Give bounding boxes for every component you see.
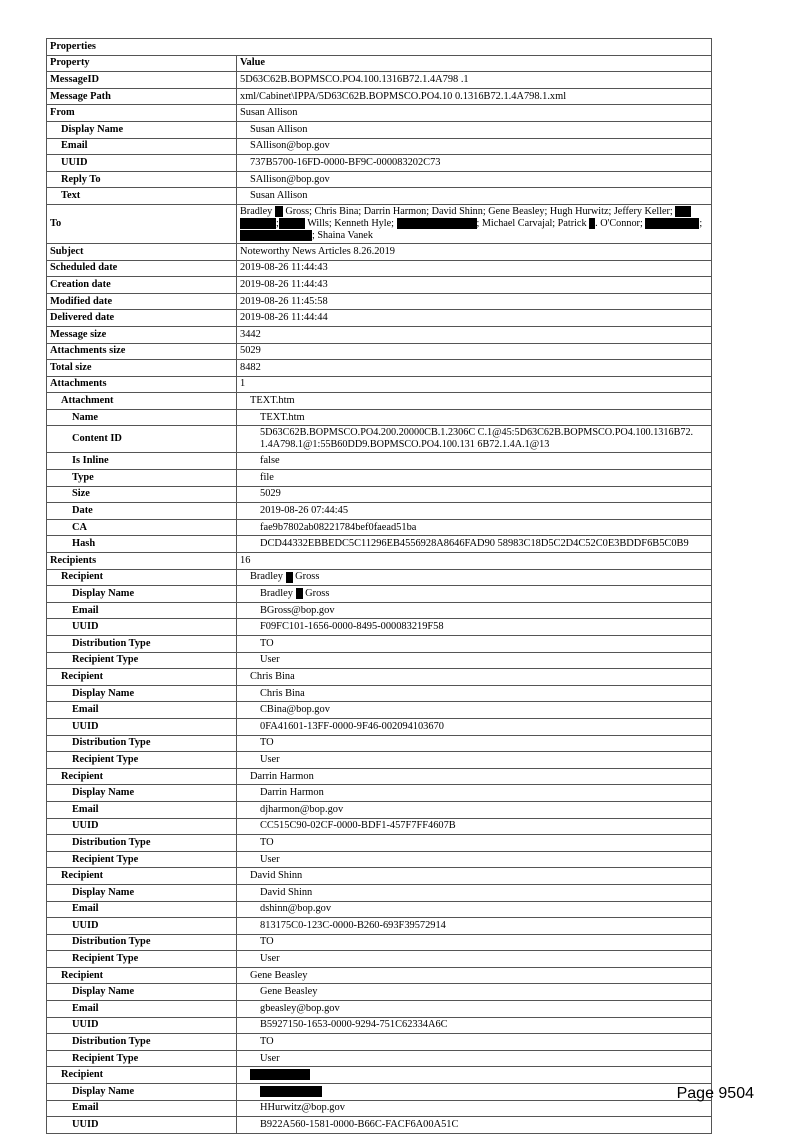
- value-cell: false: [237, 453, 712, 470]
- table-row: [47, 951, 712, 968]
- property-cell: Modified date: [47, 293, 237, 310]
- column-header-value: Value: [237, 55, 712, 72]
- redaction-bar: [279, 218, 305, 229]
- property-cell: Delivered date: [47, 310, 237, 327]
- table-row: [47, 343, 712, 360]
- property-cell: Is Inline: [47, 453, 237, 470]
- table-row: [47, 470, 712, 487]
- property-cell: Email: [47, 138, 237, 155]
- text-span: ;: [276, 217, 279, 229]
- value-cell: SAllison@bop.gov: [237, 171, 712, 188]
- table-row: [47, 188, 712, 205]
- value-cell: TO: [237, 1034, 712, 1051]
- value-cell: TEXT.htm: [237, 409, 712, 426]
- table-row: [47, 984, 712, 1001]
- property-cell: Scheduled date: [47, 260, 237, 277]
- property-cell: Name: [47, 409, 237, 426]
- value-cell: 2019-08-26 11:44:44: [237, 310, 712, 327]
- table-row: [47, 453, 712, 470]
- value-cell: file: [237, 470, 712, 487]
- value-cell: fae9b7802ab08221784bef0faead51ba: [237, 519, 712, 536]
- text-span: Gross: [295, 571, 320, 583]
- property-cell: Type: [47, 470, 237, 487]
- table-row: [47, 967, 712, 984]
- property-cell: Text: [47, 188, 237, 205]
- table-row: [47, 884, 712, 901]
- to-value-cell: [237, 204, 712, 243]
- table-row: [47, 1001, 712, 1018]
- table-row: [47, 768, 712, 785]
- value-cell: gbeasley@bop.gov: [237, 1001, 712, 1018]
- property-cell: UUID: [47, 718, 237, 735]
- text-span: Gross: [305, 588, 330, 600]
- table-row: [47, 569, 712, 586]
- property-cell: Email: [47, 702, 237, 719]
- table-row: [47, 260, 712, 277]
- table-row: [47, 868, 712, 885]
- property-cell: Email: [47, 901, 237, 918]
- property-cell: Recipient: [47, 669, 237, 686]
- table-row: [47, 702, 712, 719]
- property-cell: UUID: [47, 1017, 237, 1034]
- table-row: [47, 88, 712, 105]
- redaction-bar: [645, 218, 699, 229]
- table-row: [47, 277, 712, 294]
- table-row: [47, 393, 712, 410]
- property-cell: To: [47, 204, 237, 243]
- value-cell: HHurwitz@bop.gov: [237, 1100, 712, 1117]
- text-span: Bradley: [250, 571, 283, 583]
- table-row: [47, 243, 712, 260]
- property-cell: Display Name: [47, 785, 237, 802]
- value-cell: Darrin Harmon: [237, 785, 712, 802]
- table-title: Properties: [47, 39, 712, 56]
- text-span: . O'Connor;: [595, 217, 643, 229]
- property-cell: UUID: [47, 818, 237, 835]
- value-cell: CC515C90-02CF-0000-BDF1-457F7FF4607B: [237, 818, 712, 835]
- table-row: [47, 121, 712, 138]
- value-cell: Noteworthy News Articles 8.26.2019: [237, 243, 712, 260]
- property-cell: Hash: [47, 536, 237, 553]
- table-row: [47, 619, 712, 636]
- redaction-bar: [275, 206, 283, 217]
- content-id-row: [47, 426, 712, 453]
- to-line-3: [240, 230, 708, 242]
- table-row: [47, 669, 712, 686]
- value-cell: Gene Beasley: [237, 984, 712, 1001]
- redaction-bar: [240, 230, 312, 241]
- value-cell: User: [237, 752, 712, 769]
- value-cell: B922A560-1581-0000-B66C-FACF6A00A51C: [237, 1117, 712, 1134]
- property-cell: From: [47, 105, 237, 122]
- value-cell: CBina@bop.gov: [237, 702, 712, 719]
- value-cell: TO: [237, 934, 712, 951]
- value-cell: [237, 569, 712, 586]
- value-cell: 5029: [237, 486, 712, 503]
- table-row: [47, 72, 712, 89]
- value-cell: User: [237, 951, 712, 968]
- property-cell: Email: [47, 801, 237, 818]
- content-id-value: [237, 426, 712, 453]
- property-cell: Recipient Type: [47, 951, 237, 968]
- property-cell: Message size: [47, 326, 237, 343]
- redaction-bar: [397, 218, 477, 229]
- value-cell: 8482: [237, 360, 712, 377]
- property-cell: Recipients: [47, 553, 237, 570]
- table-row: [47, 1067, 712, 1084]
- table-row: [47, 652, 712, 669]
- value-cell: 813175C0-123C-0000-B260-693F39572914: [237, 918, 712, 935]
- property-cell: Distribution Type: [47, 1034, 237, 1051]
- property-cell: Recipient: [47, 768, 237, 785]
- property-cell: Distribution Type: [47, 835, 237, 852]
- table-row: [47, 835, 712, 852]
- property-cell: UUID: [47, 155, 237, 172]
- to-row: [47, 204, 712, 243]
- table-row: [47, 1050, 712, 1067]
- text-span: ;: [699, 217, 703, 229]
- text-span: ; Michael Carvajal; Patrick: [476, 217, 587, 229]
- value-cell: David Shinn: [237, 884, 712, 901]
- property-cell: Distribution Type: [47, 735, 237, 752]
- value-cell: djharmon@bop.gov: [237, 801, 712, 818]
- table-row: [47, 519, 712, 536]
- value-cell: TO: [237, 835, 712, 852]
- property-cell: UUID: [47, 1117, 237, 1134]
- value-cell: Gene Beasley: [237, 967, 712, 984]
- value-cell: [237, 1084, 712, 1101]
- table-row: [47, 1100, 712, 1117]
- property-cell: Size: [47, 486, 237, 503]
- value-cell: User: [237, 652, 712, 669]
- content-id-line-1: 5D63C62B.BOPMSCO.PO4.200.20000CB.1.2306C C.1@45:5D63C62B.BOPMSCO.PO4.100.1316B72.: [260, 427, 694, 439]
- property-cell: Display Name: [47, 685, 237, 702]
- table-row: [47, 138, 712, 155]
- value-cell: 1: [237, 376, 712, 393]
- table-row: [47, 310, 712, 327]
- value-cell: Susan Allison: [237, 121, 712, 138]
- table-row: [47, 486, 712, 503]
- table-row: [47, 1034, 712, 1051]
- property-cell: Display Name: [47, 884, 237, 901]
- property-cell: Reply To: [47, 171, 237, 188]
- property-cell: Recipient Type: [47, 1050, 237, 1067]
- table-row: [47, 326, 712, 343]
- property-cell: Recipient: [47, 967, 237, 984]
- property-cell: MessageID: [47, 72, 237, 89]
- property-cell: Display Name: [47, 984, 237, 1001]
- table-row: [47, 376, 712, 393]
- property-cell: Message Path: [47, 88, 237, 105]
- property-cell: Email: [47, 602, 237, 619]
- table-row: [47, 503, 712, 520]
- table-row: [47, 602, 712, 619]
- column-header-property: Property: [47, 55, 237, 72]
- value-cell: Chris Bina: [237, 685, 712, 702]
- table-row: [47, 409, 712, 426]
- property-cell: CA: [47, 519, 237, 536]
- redaction-bar: [250, 1069, 310, 1080]
- property-cell: Attachment: [47, 393, 237, 410]
- redaction-bar: [286, 572, 293, 583]
- to-line-1: [240, 206, 708, 218]
- table-row: [47, 105, 712, 122]
- table-row: [47, 360, 712, 377]
- property-cell: Recipient Type: [47, 652, 237, 669]
- property-cell: Display Name: [47, 586, 237, 603]
- page-number: Page 9504: [676, 1085, 754, 1102]
- value-cell: dshinn@bop.gov: [237, 901, 712, 918]
- value-cell: [237, 586, 712, 603]
- table-header-row: [47, 55, 712, 72]
- property-cell: UUID: [47, 619, 237, 636]
- value-cell: F09FC101-1656-0000-8495-000083219F58: [237, 619, 712, 636]
- value-cell: Susan Allison: [237, 105, 712, 122]
- table-row: [47, 934, 712, 951]
- table-row: [47, 1084, 712, 1101]
- value-cell: TO: [237, 636, 712, 653]
- table-row: [47, 1117, 712, 1134]
- table-row: [47, 293, 712, 310]
- text-span: Bradley: [240, 205, 273, 217]
- property-cell: Recipient Type: [47, 752, 237, 769]
- value-cell: BGross@bop.gov: [237, 602, 712, 619]
- value-cell: Chris Bina: [237, 669, 712, 686]
- redaction-bar: [240, 218, 276, 229]
- table-row: [47, 785, 712, 802]
- table-title-row: [47, 39, 712, 56]
- table-row: [47, 801, 712, 818]
- table-row: [47, 818, 712, 835]
- property-cell: Email: [47, 1001, 237, 1018]
- redaction-bar: [296, 588, 303, 599]
- value-cell: 0FA41601-13FF-0000-9F46-002094103670: [237, 718, 712, 735]
- value-cell: User: [237, 1050, 712, 1067]
- value-cell: 2019-08-26 11:44:43: [237, 260, 712, 277]
- table-row: [47, 155, 712, 172]
- value-cell: Susan Allison: [237, 188, 712, 205]
- value-cell: 2019-08-26 11:45:58: [237, 293, 712, 310]
- value-cell: 2019-08-26 07:44:45: [237, 503, 712, 520]
- property-cell: Email: [47, 1100, 237, 1117]
- table-row: [47, 553, 712, 570]
- table-row: [47, 735, 712, 752]
- value-cell: B5927150-1653-0000-9294-751C62334A6C: [237, 1017, 712, 1034]
- table-row: [47, 171, 712, 188]
- table-row: [47, 752, 712, 769]
- table-row: [47, 685, 712, 702]
- redaction-bar: [260, 1086, 322, 1097]
- table-row: [47, 586, 712, 603]
- value-cell: 3442: [237, 326, 712, 343]
- value-cell: David Shinn: [237, 868, 712, 885]
- property-cell: Recipient: [47, 569, 237, 586]
- property-cell: Distribution Type: [47, 636, 237, 653]
- redaction-bar: [675, 206, 691, 217]
- property-cell: Date: [47, 503, 237, 520]
- property-cell: Recipient Type: [47, 851, 237, 868]
- property-cell: Content ID: [47, 426, 237, 453]
- property-cell: Subject: [47, 243, 237, 260]
- value-cell: SAllison@bop.gov: [237, 138, 712, 155]
- content-id-line-2: 1.4A798.1@1:55B60DD9.BOPMSCO.PO4.100.131 6B72.1.4A.1@13: [260, 439, 550, 451]
- property-cell: UUID: [47, 918, 237, 935]
- properties-table: [46, 38, 712, 1134]
- table-row: [47, 1017, 712, 1034]
- text-span: Wills; Kenneth Hyle;: [307, 217, 394, 229]
- text-span: Bradley: [260, 588, 293, 600]
- property-cell: Recipient: [47, 1067, 237, 1084]
- property-cell: Attachments size: [47, 343, 237, 360]
- table-row: [47, 718, 712, 735]
- table-row: [47, 901, 712, 918]
- text-span: ; Shaina Vanek: [312, 229, 373, 241]
- table-row: [47, 851, 712, 868]
- table-row: [47, 536, 712, 553]
- value-cell: TO: [237, 735, 712, 752]
- property-cell: Distribution Type: [47, 934, 237, 951]
- value-cell: TEXT.htm: [237, 393, 712, 410]
- property-cell: Creation date: [47, 277, 237, 294]
- value-cell: xml/Cabinet\IPPA/5D63C62B.BOPMSCO.PO4.10 0.1316B72.1.4A798.1.xml: [237, 88, 712, 105]
- table-row: [47, 918, 712, 935]
- text-span: Gross; Chris Bina; Darrin Harmon; David Shinn; Gene Beasley; Hugh Hurwitz; Jeffery Keller;: [285, 205, 673, 217]
- value-cell: [237, 1067, 712, 1084]
- table-row: [47, 636, 712, 653]
- value-cell: 2019-08-26 11:44:43: [237, 277, 712, 294]
- property-cell: Display Name: [47, 121, 237, 138]
- property-cell: Attachments: [47, 376, 237, 393]
- value-cell: 5D63C62B.BOPMSCO.PO4.100.1316B72.1.4A798 .1: [237, 72, 712, 89]
- value-cell: 5029: [237, 343, 712, 360]
- value-cell: 737B5700-16FD-0000-BF9C-000083202C73: [237, 155, 712, 172]
- property-cell: Total size: [47, 360, 237, 377]
- property-cell: Recipient: [47, 868, 237, 885]
- to-line-2: [240, 218, 708, 230]
- value-cell: User: [237, 851, 712, 868]
- property-cell: Display Name: [47, 1084, 237, 1101]
- value-cell: 16: [237, 553, 712, 570]
- value-cell: Darrin Harmon: [237, 768, 712, 785]
- value-cell: DCD44332EBBEDC5C11296EB4556928A8646FAD90 58983C18D5C2D4C52C0E3BDDF6B5C0B9: [237, 536, 712, 553]
